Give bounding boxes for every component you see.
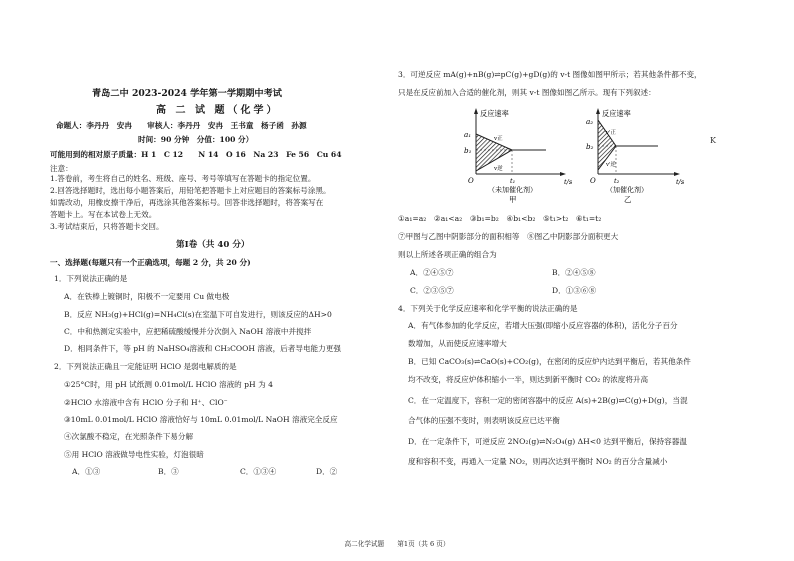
y-axis-arrow (596, 108, 600, 114)
vt-graph-jia (454, 104, 584, 204)
y-label-a: a₁ (464, 130, 472, 139)
question-4-line: 数增加，从而使反应速率增大 (408, 339, 507, 348)
y-label-a: a₂ (586, 117, 594, 126)
question-1-option: C．中和热测定实验中，应把稀硫酸缓慢并分次倒入 NaOH 溶液中并搅拌 (64, 327, 312, 336)
note-line: 3.考试结束后，只将答题卡交回。 (50, 222, 164, 231)
question-4-line: B．已知 CaCO₃(s)⇌CaO(s)+CO₂(g)，在密闭的反应炉内达到平衡后，若其他条件 (408, 357, 691, 366)
y-label-b: b₁ (464, 146, 472, 155)
question-2-item: ③10mL 0.01mol/L HClO 溶液恰好与 10mL 0.01mol/L NaOH 溶液完全反应 (64, 415, 338, 424)
question-3-choice-c: C．②③⑤⑦ (410, 286, 454, 295)
question-1-option: B．反应 NH₃(g)+HCl(g)=NH₄Cl(s)在室温下可自发进行，则该反应的ΔH>0 (64, 310, 332, 319)
notes-label: 注意： (50, 164, 73, 173)
question-1-option: D．相同条件下，等 pH 的 NaHSO₄溶液和 CH₃COOH 溶液，后者导电能力更强 (64, 344, 341, 353)
x-axis-arrow (674, 172, 680, 176)
series-label-forward: v'正 (606, 130, 616, 136)
question-2-choice-b: B．③ (158, 467, 179, 476)
question-2-stem: 2．下列说法正确且一定能证明 HClO 是弱电解质的是 (54, 362, 237, 371)
question-2-item: ②HClO 水溶液中含有 HClO 分子和 H⁺、ClO⁻ (64, 398, 228, 407)
question-3-statements-2: ⑦甲图与乙图中阴影部分的面积相等 ⑧图乙中阴影部分面积更大 (398, 232, 619, 241)
note-line: 2.回答选择题时，选出每小题答案后，用铅笔把答题卡上对应题目的答案标号涂黑。 (50, 186, 331, 195)
question-4-line: C．在一定温度下，容积一定的密闭容器中的反应 A(s)+2B(g)⇌C(g)+D(g)，当混 (408, 396, 688, 405)
x-axis-label: t/s (676, 178, 685, 186)
question-3-choice-d: D．①③⑥⑧ (552, 286, 597, 295)
question-2-choice-c: C．①③④ (240, 467, 277, 476)
question-4-line: A．有气体参加的化学反应，若增大压强(即缩小反应容器的体积)，活化分子百分 (408, 321, 678, 330)
vt-graph-yi (576, 104, 696, 204)
chart-name: 乙 (624, 195, 632, 204)
question-3-ask: 则以上所述各项正确的组合为 (398, 250, 497, 259)
question-2-item: ①25°C时，用 pH 试纸测 0.01mol/L HClO 溶液的 pH 为 4 (64, 380, 273, 389)
question-4-line: D．在一定条件下，可逆反应 2NO₂(g)⇌N₂O₄(g) ΔH<0 达到平衡后，保持容器温 (408, 437, 687, 446)
origin-label: O (590, 177, 596, 185)
origin-label: O (468, 177, 474, 185)
series-label-forward: v正 (494, 136, 503, 142)
question-4-line: 均不改变，将反应炉体积缩小一半，则达到新平衡时 CO₂ 的浓度将升高 (408, 375, 649, 384)
question-1-stem: 1．下列说法正确的是 (54, 274, 128, 283)
question-2-item: ⑤用 HClO 溶液做导电性实验，灯泡很暗 (64, 450, 204, 459)
note-line: 答题卡上。写在本试卷上无效。 (50, 210, 157, 219)
question-2-item: ④次氯酸不稳定，在光照条件下易分解 (64, 432, 194, 441)
series-label-reverse: v逆 (494, 166, 503, 172)
exam-subtitle: 高 二 试 题（化学） (156, 105, 280, 116)
series-label-reverse: v'逆 (606, 162, 616, 168)
margin-mark: K (710, 136, 716, 145)
section-title: 第Ⅰ卷（共 40 分） (176, 240, 250, 250)
vt-graph-yi-svg (576, 104, 696, 204)
atomic-masses-line: 可能用到的相对原子质量：H 1 C 12 N 14 O 16 Na 23 Fe 56 Cu 64 (50, 150, 342, 159)
question-3-choice-b: B．②④⑤⑧ (552, 268, 596, 277)
part-header: 一、选择题(每题只有一个正确选项，每题 2 分，共 20 分) (50, 258, 251, 267)
question-3-statements-1: ①a₁=a₂ ②a₁<a₂ ③b₁=b₂ ④b₁<b₂ ⑤t₁>t₂ ⑥t₁=t₂ (398, 214, 602, 223)
chart-name: 甲 (509, 195, 517, 204)
vt-graph-jia-svg (454, 104, 584, 204)
note-line: 1.答卷前，考生将自己的姓名、班级、座号、考号等填写在答题卡的指定位置。 (50, 174, 316, 183)
question-4-stem: 4．下列关于化学反应速率和化学平衡的说法正确的是 (398, 304, 578, 313)
question-4-line: 合气体的压强不变时，则表明该反应已达平衡 (408, 416, 560, 425)
authors-line: 命题人：李丹丹 安冉 审核人：李丹丹 安冉 王书童 杨子函 孙源 (56, 121, 307, 130)
question-4-line: 度和容积不变，再通入一定量 NO₂，则再次达到平衡时 NO₂ 的百分含量减小 (408, 457, 668, 466)
question-1-option: A．在铁棒上镀铜时，阳极不一定要用 Cu 做电极 (64, 292, 230, 301)
note-line: 如需改动，用橡皮擦干净后，再选涂其他答案标号。回答非选择题时，将答案写在 (50, 198, 324, 207)
question-2-choice-d: D．② (316, 467, 338, 476)
chart-title: 反应速率 (602, 109, 631, 118)
chart-title: 反应速率 (480, 109, 509, 118)
time-score-line: 时间：90 分钟 分值：100 分） (138, 135, 254, 144)
y-label-b: b₂ (586, 142, 594, 151)
chart-caption: （未加催化剂） (488, 186, 537, 194)
question-3-stem-line-2: 只是在反应前加入合适的催化剂，则其 v-t 图像如图乙所示。现有下列叙述： (398, 88, 656, 97)
x-tick-t: t₂ (614, 177, 620, 185)
question-2-choice-a: A．①③ (72, 467, 101, 476)
page-footer: 高二化学试题 第1页（共 6 页） (344, 540, 450, 548)
question-3-choice-a: A．②④⑤⑦ (410, 268, 454, 277)
x-axis-arrow (560, 172, 566, 176)
x-tick-t: t₁ (510, 177, 516, 185)
x-axis-label: t/s (564, 178, 573, 186)
exam-title: 青岛二中 2023-2024 学年第一学期期中考试 (92, 88, 282, 99)
question-3-stem-line-1: 3．可逆反应 mA(g)+nB(g)⇌pC(g)+gD(g)的 v-t 图像如图甲所示；若其他条件都不变， (398, 70, 702, 79)
chart-caption: （加催化剂） (606, 186, 648, 194)
y-axis-arrow (474, 108, 478, 114)
